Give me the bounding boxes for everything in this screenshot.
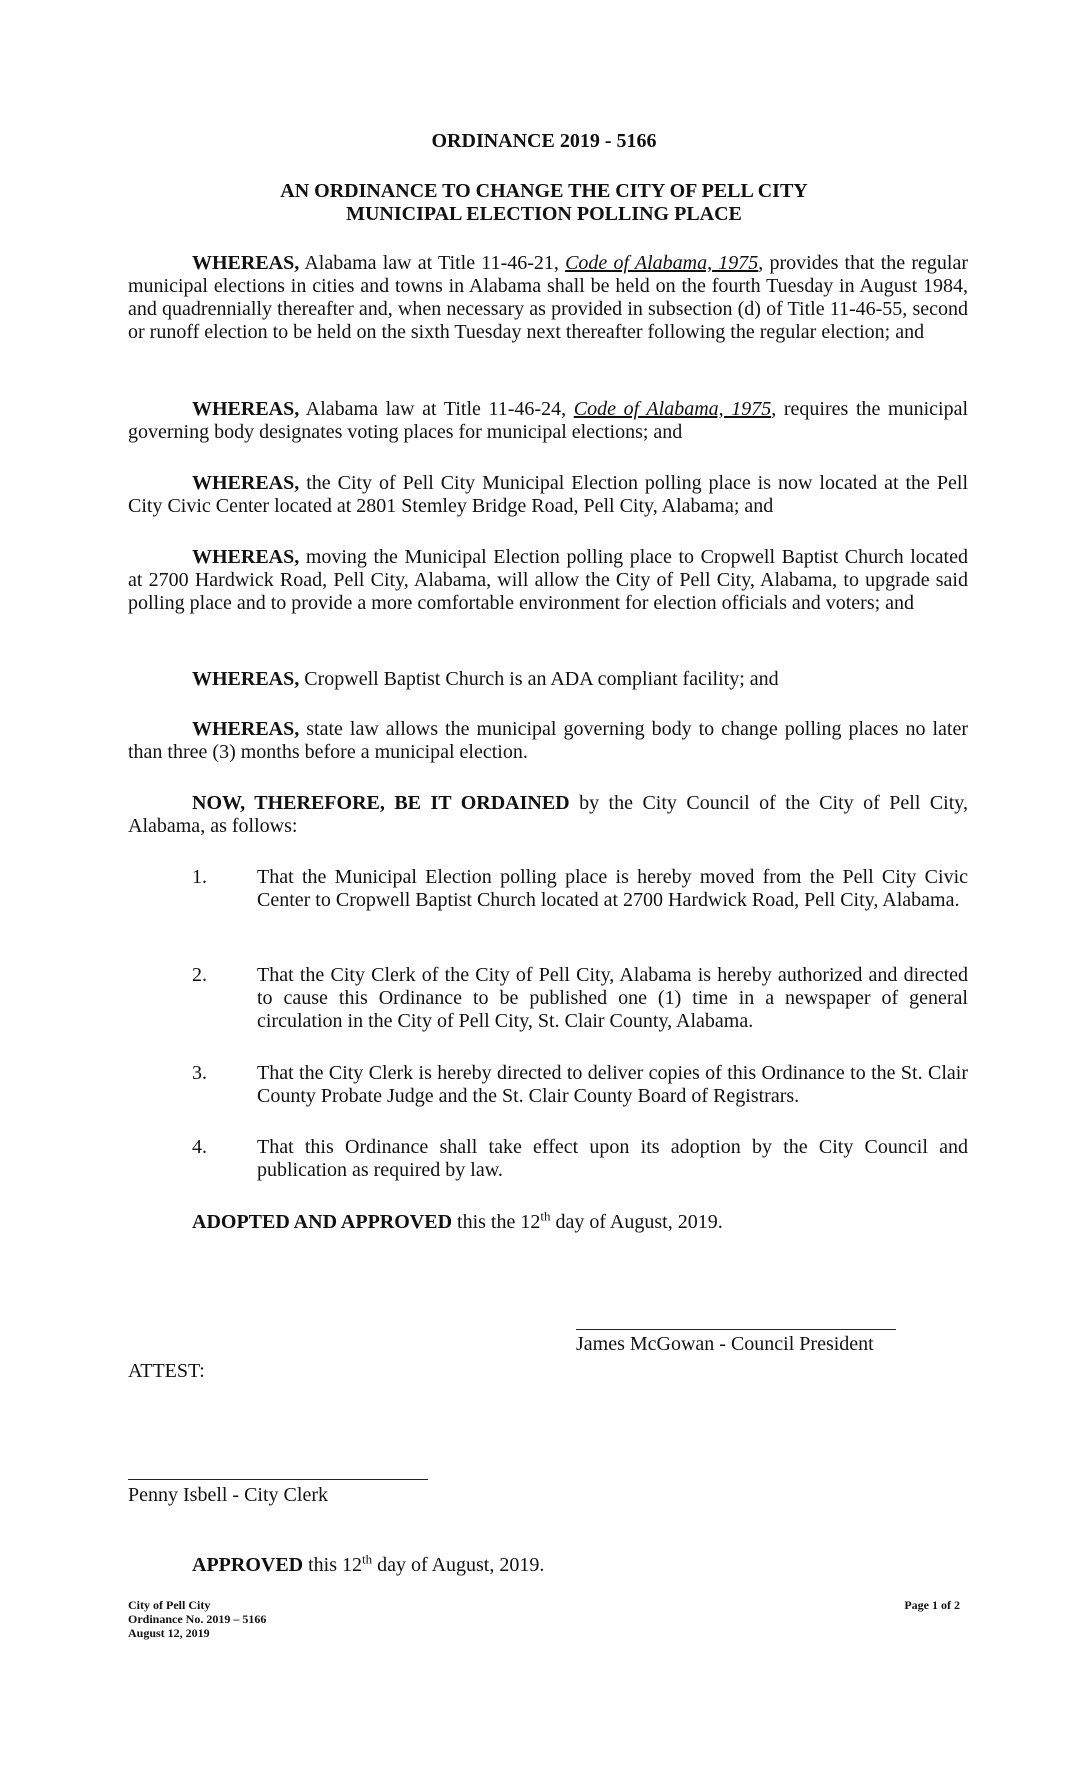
paragraph-text: by the City Council of the City of Pell City, Alabama, as follows: bbox=[128, 792, 968, 837]
code-citation: Code of Alabama, 1975 bbox=[573, 398, 772, 420]
item-number: 4. bbox=[192, 1136, 207, 1158]
approved-date: day of August, 2019. bbox=[372, 1554, 545, 1576]
president-signature-line bbox=[576, 1329, 896, 1330]
ordinal-suffix: th bbox=[362, 1551, 373, 1567]
whereas-label: WHEREAS, bbox=[192, 252, 300, 274]
adopted-date: day of August, 2019. bbox=[550, 1211, 723, 1233]
footer-page-number: Page 1 of 2 bbox=[904, 1598, 960, 1612]
approved-label: APPROVED bbox=[192, 1554, 304, 1576]
whereas-label: WHEREAS, bbox=[192, 546, 300, 568]
whereas-label: WHEREAS, bbox=[192, 718, 300, 740]
footer-date: August 12, 2019 bbox=[128, 1626, 210, 1640]
whereas-paragraph-2 bbox=[128, 398, 968, 444]
item-number: 1. bbox=[192, 866, 207, 888]
footer-left bbox=[128, 1598, 266, 1640]
item-text: That the City Clerk is hereby directed to deliver copies of this Ordinance to the St. Clair County Probate Judge and the St. Clair County Board of Registrars. bbox=[257, 1062, 968, 1107]
item-number: 2. bbox=[192, 964, 207, 986]
adopted-label: ADOPTED AND APPROVED bbox=[192, 1211, 453, 1233]
paragraph-text: state law allows the municipal governing body to change polling places no later than three (3) months before a municipal election. bbox=[128, 718, 968, 763]
paragraph-text: , provides that the regular municipal elections in cities and towns in Alabama shall be held on the fourth Tuesday in August 1984, and quadrennially thereafter and, when necessary as provided in subsection (d) of Title 11-46-55, second or runoff election to be held on the sixth Tuesday next thereafter following the regular election; and bbox=[128, 252, 968, 343]
whereas-paragraph-5 bbox=[128, 668, 968, 691]
paragraph-text: Alabama law at Title 11-46-24, bbox=[299, 398, 574, 420]
ordained-paragraph bbox=[128, 792, 968, 838]
paragraph-text: the City of Pell City Municipal Election polling place is now located at the Pell City Civic Center located at 2801 Stemley Bridge Road, Pell City, Alabama; and bbox=[128, 472, 968, 517]
paragraph-text: moving the Municipal Election polling place to Cropwell Baptist Church located at 2700 Hardwick Road, Pell City, Alabama, will allow the City of Pell City, Alabama, to upgrade said polling place and to provide a more comfortable environment for election officials and voters; and bbox=[128, 546, 968, 614]
adopted-text: this the 12 bbox=[452, 1211, 541, 1233]
item-number: 3. bbox=[192, 1062, 207, 1084]
item-text: That the Municipal Election polling place is hereby moved from the Pell City Civic Center to Cropwell Baptist Church located at 2700 Hardwick Road, Pell City, Alabama. bbox=[257, 866, 968, 911]
whereas-label: WHEREAS, bbox=[192, 668, 300, 690]
adopted-line bbox=[192, 1208, 723, 1234]
whereas-label: WHEREAS, bbox=[192, 472, 300, 494]
whereas-label: WHEREAS, bbox=[192, 398, 300, 420]
footer-ordinance-number: Ordinance No. 2019 – 5166 bbox=[128, 1612, 267, 1626]
clerk-signature-name: Penny Isbell - City Clerk bbox=[128, 1484, 328, 1506]
item-text: That the City Clerk of the City of Pell City, Alabama is hereby authorized and directed to cause this Ordinance to be published one (1) time in a newspaper of general circulation in the City of Pell City, St. Clair County, Alabama. bbox=[257, 964, 968, 1032]
ordinal-suffix: th bbox=[540, 1208, 551, 1224]
clerk-signature-line bbox=[128, 1479, 428, 1480]
ordinance-subtitle-line-1: AN ORDINANCE TO CHANGE THE CITY OF PELL CITY bbox=[280, 180, 808, 202]
whereas-paragraph-6 bbox=[128, 718, 968, 764]
paragraph-text: , requires the municipal governing body designates voting places for municipal elections; and bbox=[128, 398, 968, 443]
whereas-paragraph-3 bbox=[128, 472, 968, 518]
ordinance-subtitle-line-2: MUNICIPAL ELECTION POLLING PLACE bbox=[346, 203, 742, 225]
code-citation: Code of Alabama, 1975 bbox=[565, 252, 759, 274]
attest-label: ATTEST: bbox=[128, 1360, 205, 1382]
president-signature-name: James McGowan - Council President bbox=[576, 1333, 874, 1355]
whereas-paragraph-1 bbox=[128, 252, 968, 344]
ordinance-title: ORDINANCE 2019 - 5166 bbox=[431, 130, 657, 152]
whereas-paragraph-4 bbox=[128, 546, 968, 615]
paragraph-text: Cropwell Baptist Church is an ADA compliant facility; and bbox=[299, 668, 779, 690]
approved-line bbox=[192, 1551, 545, 1577]
item-text: That this Ordinance shall take effect upon its adoption by the City Council and publication as required by law. bbox=[257, 1136, 968, 1181]
ordained-label: NOW, THEREFORE, BE IT ORDAINED bbox=[192, 792, 570, 814]
paragraph-text: Alabama law at Title 11-46-21, bbox=[299, 252, 566, 274]
approved-text: this 12 bbox=[303, 1554, 363, 1576]
footer-city: City of Pell City bbox=[128, 1598, 211, 1612]
